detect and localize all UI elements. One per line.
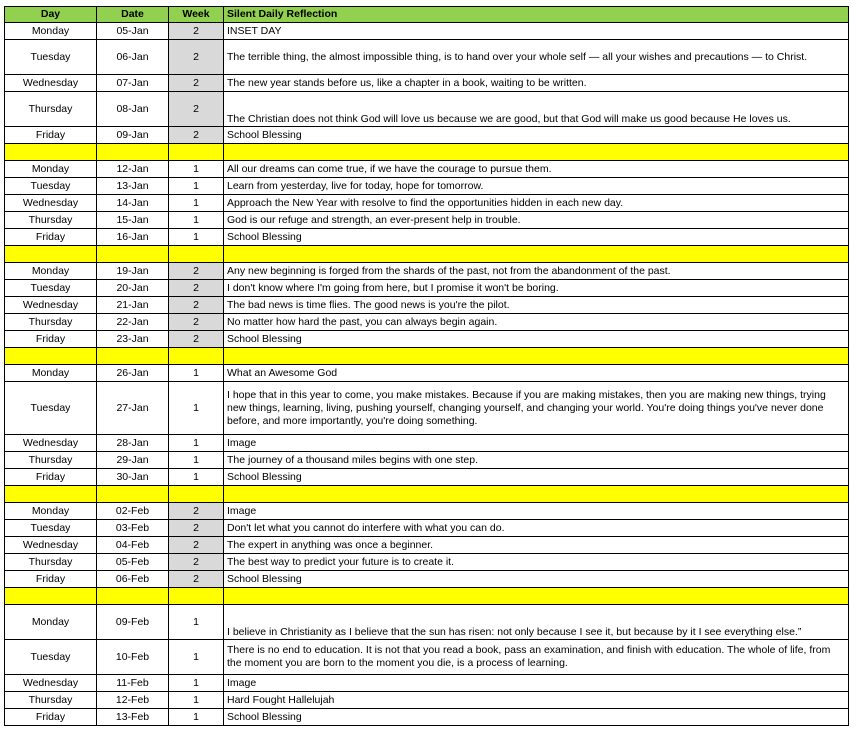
schedule-row <box>5 435 849 452</box>
separator-cell[interactable] <box>97 486 169 503</box>
day-cell[interactable]: Wednesday <box>5 195 97 212</box>
schedule-row <box>5 331 849 348</box>
day-cell[interactable]: Tuesday <box>5 178 97 195</box>
schedule-row <box>5 297 849 314</box>
schedule-row <box>5 469 849 486</box>
date-cell[interactable]: 08-Jan <box>97 92 169 127</box>
date-cell[interactable]: 05-Feb <box>97 554 169 571</box>
day-cell[interactable]: Thursday <box>5 212 97 229</box>
separator-cell[interactable] <box>224 486 849 503</box>
reflection-cell[interactable]: All our dreams can come true, if we have the courage to pursue them. <box>224 161 849 178</box>
week-cell[interactable]: 2 <box>169 92 224 127</box>
date-cell[interactable]: 13-Feb <box>97 709 169 726</box>
reflection-cell[interactable]: I hope that in this year to come, you make mistakes. Because if you are making mistakes, then you are making new things, trying new things, learning, living, pushing yourself, changing yourself, and changing your world. You're doing things you've never done before, and more importantly, you're doing something. <box>224 382 849 435</box>
day-cell[interactable]: Tuesday <box>5 40 97 75</box>
reflection-cell[interactable]: Hard Fought Hallelujah <box>224 692 849 709</box>
schedule-row <box>5 195 849 212</box>
date-cell[interactable]: 09-Feb <box>97 605 169 640</box>
reflection-cell[interactable]: The best way to predict your future is to create it. <box>224 554 849 571</box>
week-cell[interactable]: 1 <box>169 692 224 709</box>
day-cell[interactable]: Tuesday <box>5 520 97 537</box>
date-cell[interactable]: 02-Feb <box>97 503 169 520</box>
header-row <box>5 7 849 23</box>
date-cell[interactable]: 12-Jan <box>97 161 169 178</box>
date-cell[interactable]: 09-Jan <box>97 127 169 144</box>
header-date[interactable]: Date <box>97 7 169 23</box>
day-cell[interactable]: Friday <box>5 571 97 588</box>
day-cell[interactable]: Thursday <box>5 314 97 331</box>
week-cell[interactable]: 2 <box>169 75 224 92</box>
reflection-cell[interactable]: The expert in anything was once a beginner. <box>224 537 849 554</box>
week-cell[interactable]: 1 <box>169 605 224 640</box>
day-cell[interactable]: Thursday <box>5 692 97 709</box>
schedule-row <box>5 503 849 520</box>
reflection-cell[interactable]: Don't let what you cannot do interfere with what you can do. <box>224 520 849 537</box>
reflection-cell[interactable]: The bad news is time flies. The good news is you're the pilot. <box>224 297 849 314</box>
reflection-cell[interactable]: Image <box>224 435 849 452</box>
schedule-row <box>5 520 849 537</box>
separator-cell[interactable] <box>5 348 97 365</box>
week-cell[interactable]: 1 <box>169 469 224 486</box>
date-cell[interactable]: 10-Feb <box>97 640 169 675</box>
date-cell[interactable]: 14-Jan <box>97 195 169 212</box>
day-cell[interactable]: Tuesday <box>5 640 97 675</box>
separator-cell[interactable] <box>97 588 169 605</box>
date-cell[interactable]: 30-Jan <box>97 469 169 486</box>
day-cell[interactable]: Friday <box>5 127 97 144</box>
day-cell[interactable]: Thursday <box>5 554 97 571</box>
date-cell[interactable]: 03-Feb <box>97 520 169 537</box>
day-cell[interactable]: Monday <box>5 503 97 520</box>
date-cell[interactable]: 13-Jan <box>97 178 169 195</box>
separator-cell[interactable] <box>169 588 224 605</box>
week-cell[interactable]: 2 <box>169 331 224 348</box>
day-cell[interactable]: Friday <box>5 469 97 486</box>
week-cell[interactable]: 2 <box>169 520 224 537</box>
week-separator-row <box>5 588 849 605</box>
schedule-row <box>5 280 849 297</box>
week-cell[interactable]: 2 <box>169 554 224 571</box>
schedule-row <box>5 161 849 178</box>
reflection-cell[interactable]: INSET DAY <box>224 23 849 40</box>
schedule-body <box>5 23 849 726</box>
schedule-row <box>5 554 849 571</box>
week-cell[interactable]: 1 <box>169 675 224 692</box>
date-cell[interactable]: 28-Jan <box>97 435 169 452</box>
day-cell[interactable]: Monday <box>5 23 97 40</box>
week-cell[interactable]: 2 <box>169 571 224 588</box>
separator-cell[interactable] <box>224 348 849 365</box>
schedule-row <box>5 605 849 640</box>
day-cell[interactable]: Friday <box>5 229 97 246</box>
schedule-row <box>5 263 849 280</box>
reflection-cell[interactable]: The new year stands before us, like a chapter in a book, waiting to be written. <box>224 75 849 92</box>
separator-cell[interactable] <box>5 246 97 263</box>
header-day[interactable]: Day <box>5 7 97 23</box>
week-cell[interactable]: 1 <box>169 382 224 435</box>
schedule-row <box>5 40 849 75</box>
schedule-row <box>5 92 849 127</box>
reflection-cell[interactable]: I believe in Christianity as I believe that the sun has risen: not only because I see it, but because by it I see everything else.” <box>224 605 849 640</box>
date-cell[interactable]: 11-Feb <box>97 675 169 692</box>
separator-cell[interactable] <box>5 588 97 605</box>
week-separator-row <box>5 246 849 263</box>
schedule-row <box>5 127 849 144</box>
week-cell[interactable]: 1 <box>169 435 224 452</box>
reflection-cell[interactable]: School Blessing <box>224 127 849 144</box>
schedule-row <box>5 537 849 554</box>
week-cell[interactable]: 1 <box>169 452 224 469</box>
reflection-cell[interactable]: Image <box>224 503 849 520</box>
date-cell[interactable]: 29-Jan <box>97 452 169 469</box>
schedule-row <box>5 23 849 40</box>
week-cell[interactable]: 1 <box>169 161 224 178</box>
day-cell[interactable]: Tuesday <box>5 382 97 435</box>
reflection-cell[interactable]: Image <box>224 675 849 692</box>
reflection-cell[interactable]: No matter how hard the past, you can always begin again. <box>224 314 849 331</box>
week-cell[interactable]: 2 <box>169 314 224 331</box>
schedule-row <box>5 571 849 588</box>
day-cell[interactable]: Monday <box>5 605 97 640</box>
day-cell[interactable]: Monday <box>5 161 97 178</box>
schedule-row <box>5 382 849 435</box>
reflection-cell[interactable]: School Blessing <box>224 331 849 348</box>
schedule-row <box>5 640 849 675</box>
week-cell[interactable]: 1 <box>169 195 224 212</box>
week-separator-row <box>5 144 849 161</box>
reflection-cell[interactable]: What an Awesome God <box>224 365 849 382</box>
week-cell[interactable]: 2 <box>169 537 224 554</box>
separator-cell[interactable] <box>224 246 849 263</box>
separator-cell[interactable] <box>169 144 224 161</box>
week-cell[interactable]: 1 <box>169 709 224 726</box>
schedule-row <box>5 675 849 692</box>
week-cell[interactable]: 2 <box>169 23 224 40</box>
separator-cell[interactable] <box>169 246 224 263</box>
date-cell[interactable]: 12-Feb <box>97 692 169 709</box>
week-separator-row <box>5 486 849 503</box>
week-cell[interactable]: 2 <box>169 503 224 520</box>
schedule-row <box>5 692 849 709</box>
week-cell[interactable]: 1 <box>169 365 224 382</box>
separator-cell[interactable] <box>5 486 97 503</box>
date-cell[interactable]: 05-Jan <box>97 23 169 40</box>
schedule-row <box>5 709 849 726</box>
reflection-cell[interactable]: The terrible thing, the almost impossible thing, is to hand over your whole self — all your wishes and precautions — to Christ. <box>224 40 849 75</box>
header-reflection[interactable]: Silent Daily Reflection <box>224 7 849 23</box>
day-cell[interactable]: Wednesday <box>5 297 97 314</box>
date-cell[interactable]: 20-Jan <box>97 280 169 297</box>
reflection-cell[interactable]: School Blessing <box>224 709 849 726</box>
reflection-cell[interactable]: School Blessing <box>224 571 849 588</box>
date-cell[interactable]: 16-Jan <box>97 229 169 246</box>
week-cell[interactable]: 2 <box>169 280 224 297</box>
schedule-row <box>5 178 849 195</box>
reflection-cell[interactable]: School Blessing <box>224 229 849 246</box>
day-cell[interactable]: Thursday <box>5 92 97 127</box>
day-cell[interactable]: Thursday <box>5 452 97 469</box>
week-cell[interactable]: 2 <box>169 40 224 75</box>
week-cell[interactable]: 2 <box>169 127 224 144</box>
separator-cell[interactable] <box>169 348 224 365</box>
day-cell[interactable]: Tuesday <box>5 280 97 297</box>
day-cell[interactable]: Wednesday <box>5 537 97 554</box>
separator-cell[interactable] <box>97 246 169 263</box>
week-cell[interactable]: 1 <box>169 178 224 195</box>
date-cell[interactable]: 07-Jan <box>97 75 169 92</box>
reflection-cell[interactable]: The Christian does not think God will love us because we are good, but that God will make us good because He loves us. <box>224 92 849 127</box>
reflection-cell[interactable]: I don't know where I'm going from here, but I promise it won't be boring. <box>224 280 849 297</box>
separator-cell[interactable] <box>224 588 849 605</box>
day-cell[interactable]: Monday <box>5 365 97 382</box>
date-cell[interactable]: 15-Jan <box>97 212 169 229</box>
reflection-cell[interactable]: The journey of a thousand miles begins with one step. <box>224 452 849 469</box>
date-cell[interactable]: 19-Jan <box>97 263 169 280</box>
week-cell[interactable]: 2 <box>169 263 224 280</box>
date-cell[interactable]: 04-Feb <box>97 537 169 554</box>
header-week[interactable]: Week <box>169 7 224 23</box>
separator-cell[interactable] <box>97 348 169 365</box>
week-cell[interactable]: 1 <box>169 640 224 675</box>
week-cell[interactable]: 1 <box>169 212 224 229</box>
week-separator-row <box>5 348 849 365</box>
reflection-cell[interactable]: God is our refuge and strength, an ever-present help in trouble. <box>224 212 849 229</box>
separator-cell[interactable] <box>224 144 849 161</box>
reflection-cell[interactable]: Any new beginning is forged from the shards of the past, not from the abandonment of the past. <box>224 263 849 280</box>
separator-cell[interactable] <box>169 486 224 503</box>
date-cell[interactable]: 06-Jan <box>97 40 169 75</box>
week-cell[interactable]: 1 <box>169 229 224 246</box>
day-cell[interactable]: Friday <box>5 331 97 348</box>
reflection-cell[interactable]: There is no end to education. It is not that you read a book, pass an examination, and finish with education. The whole of life, from the moment you are born to the moment you die, is a process of learning. <box>224 640 849 675</box>
reflection-cell[interactable]: Learn from yesterday, live for today, hope for tomorrow. <box>224 178 849 195</box>
week-cell[interactable]: 2 <box>169 297 224 314</box>
schedule-row <box>5 75 849 92</box>
date-cell[interactable]: 23-Jan <box>97 331 169 348</box>
date-cell[interactable]: 27-Jan <box>97 382 169 435</box>
date-cell[interactable]: 21-Jan <box>97 297 169 314</box>
date-cell[interactable]: 06-Feb <box>97 571 169 588</box>
schedule-row <box>5 229 849 246</box>
reflection-schedule-table <box>4 6 849 726</box>
reflection-cell[interactable]: Approach the New Year with resolve to find the opportunities hidden in each new day. <box>224 195 849 212</box>
schedule-row <box>5 314 849 331</box>
day-cell[interactable]: Friday <box>5 709 97 726</box>
schedule-row <box>5 452 849 469</box>
day-cell[interactable]: Wednesday <box>5 75 97 92</box>
separator-cell[interactable] <box>97 144 169 161</box>
day-cell[interactable]: Monday <box>5 263 97 280</box>
separator-cell[interactable] <box>5 144 97 161</box>
schedule-row <box>5 212 849 229</box>
schedule-row <box>5 365 849 382</box>
reflection-cell[interactable]: School Blessing <box>224 469 849 486</box>
date-cell[interactable]: 22-Jan <box>97 314 169 331</box>
day-cell[interactable]: Wednesday <box>5 435 97 452</box>
day-cell[interactable]: Wednesday <box>5 675 97 692</box>
date-cell[interactable]: 26-Jan <box>97 365 169 382</box>
